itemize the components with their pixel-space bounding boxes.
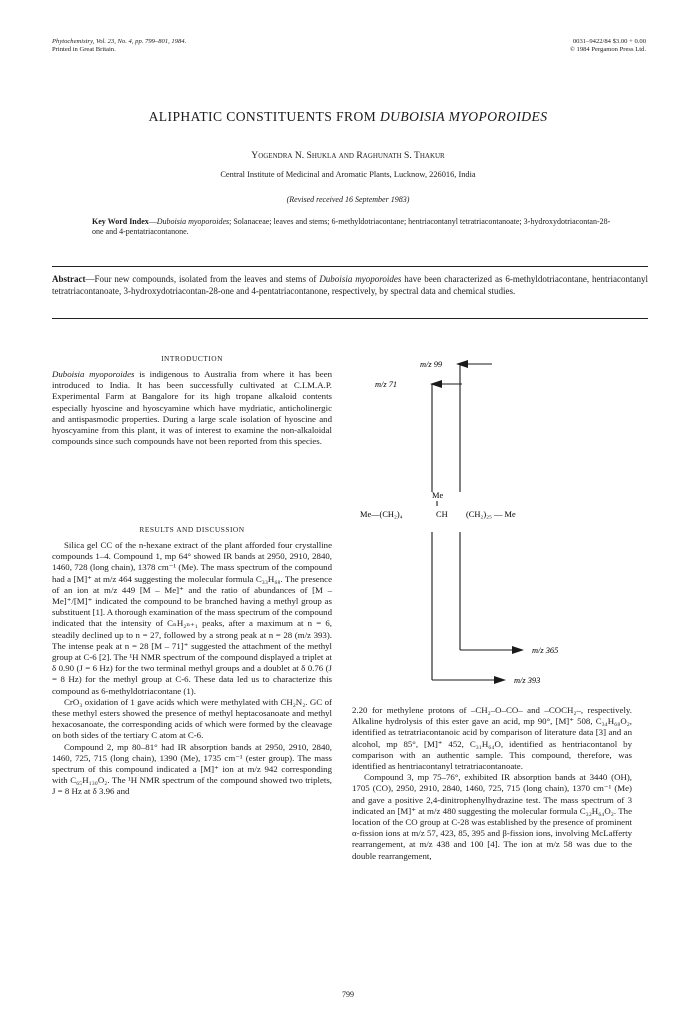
- keyword-index: Key Word Index—Duboisia myoporoides; Solanaceae; leaves and stems; 6-methyldotriacontane; hentriacontanyl tetratriacontanoate; 3-hydroxydotriacontan-28-one and 4-pentatriacontanone.: [92, 217, 611, 237]
- results-paragraph-2: CrO₃ oxidation of 1 gave acids which were methylated with CH₂N₂. GC of these methyl esters showed the presence of methyl heptacosanoate and methyl hexacosanoate, the corresponding acids of which were formed by the cleavage on both sides of the tertiary C atom at C-6.: [52, 696, 332, 741]
- right-paragraph-1: 2.20 for methylene protons of –CH₂–O–CO– and –COCH₂–, respectively. Alkaline hydrolysis of this ester gave an acid, mp 90°, [M]⁺ 508, C₃₄H₆₈O₂, identified as tetratriacontanoic acid by comparison of literature data [3] and an alcohol, mp 85°, [M]⁺ 452, C₃₁H₆₄O, identified as hentriacontanol by comparison with an authentic sample. This compound, therefore, was identified as hentriacontanyl tetratriacontanoate.: [352, 705, 632, 772]
- label-me-top: Me: [432, 491, 444, 500]
- introduction-species: Duboisia myoporoides: [52, 369, 135, 379]
- keyword-species: Duboisia myoporoides: [156, 217, 230, 226]
- right-paragraph-2: Compound 3, mp 75–76°, exhibited IR absorption bands at 3440 (OH), 1705 (CO), 2950, 2910, 2840, 1460, 725, 715 (long chain), 1370 cm⁻¹ (Me) and gave a positive 2,4-dinitrophenylhydrazine test. The mass spectrum of 3 indicated an [M]⁺ at m/z 480 suggesting the molecular formula C₃₂H₆₄O₂. The location of the CO group at C-28 was established by the presence of prominent α-fission ions at m/z 57, 423, 85, 395 and β-fission ions, involving McLafferty rearrangement, at m/z 438 and 100 [4]. The ion at m/z 58 was due to the double rearrangement,: [352, 772, 632, 861]
- article-code: 0031–9422/84 $3.00 + 0.00: [572, 38, 646, 45]
- introduction-text: [52, 369, 332, 447]
- revised-date: [0, 195, 696, 204]
- results-text: [52, 540, 332, 798]
- introduction-paragraph: [52, 369, 332, 447]
- abstract-label: Abstract: [52, 274, 86, 284]
- revised-text: (Revised received 16 September 1983): [286, 195, 410, 204]
- abstract-post: have been characterized as 6-methyldotriacontane, hentriacontanyl tetratriacontanoate, 3-hydroxydotriacontan-28-one and 4-pentatriacontanone, respectively, by spectral data and chemical studies.: [52, 274, 648, 296]
- journal-citation: Phytochemistry, Vol. 23, No. 4, pp. 799–801, 1984.: [52, 38, 187, 45]
- printed-in: Printed in Great Britain.: [52, 46, 116, 53]
- results-paragraph-3: Compound 2, mp 80–81° had IR absorption bands at 2950, 2910, 2840, 1460, 725, 715 (long chain), 1390 (Me), 1735 cm⁻¹ (ester group). The mass spectrum of this compound indicated a [M]⁺ ion at m/z 942 corresponding with C₆₅H₁₃₀O₂. The ¹H NMR spectrum of the compound showed two triplets, J = 8 Hz at δ 3.96 and: [52, 741, 332, 797]
- abstract-species: Duboisia myoporoides: [319, 274, 402, 284]
- abstract-pre: Four new compounds, isolated from the leaves and stems of: [94, 274, 320, 284]
- arrow-365-head: [512, 646, 524, 654]
- label-mz71: m/z 71: [375, 380, 398, 389]
- label-mz393: m/z 393: [514, 676, 541, 685]
- label-mz365: m/z 365: [532, 646, 559, 655]
- abstract: Abstract—Four new compounds, isolated from the leaves and stems of Duboisia myoporoides have been characterized as 6-methyldotriacontane, hentriacontanyl tetratriacontanoate, 3-hydroxydotriacontan-28-one and 4-pentatriacontanone, respectively, by spectral data and chemical studies.: [52, 274, 648, 296]
- label-center-ch: CH: [436, 510, 448, 519]
- right-column-text: [352, 705, 632, 862]
- abstract-rule-bottom: [52, 318, 648, 319]
- copyright: © 1984 Pergamon Press Ltd.: [569, 46, 646, 53]
- results-paragraph-1: Silica gel CC of the n-hexane extract of the plant afforded four crystalline compounds 1–4. Compound 1, mp 64° showed IR bands at 2950, 2910, 2840, 1460, 728 (long chain), 1378 cm⁻¹ (Me). The mass spectrum of the compound had a [M]⁺ at m/z 464 suggesting the molecular formula C₃₃H₆₈. The presence of an ion at m/z 449 [M – Me]⁺ and the ratio of abundances of [M – Me]⁺/[M]⁺ indicated the compound to be branched having a methyl group as substituent [1]. A thorough examination of the mass spectrum of the compound indicated that the intensity of CₙH₂ₙ₊₁ peaks, after a maximum at n = 6, steadily declined up to n = 27, followed by a strong peak at n = 28 (m/z 393). The intense peak at n = 28 [M – 71]⁺ suggested the attachment of the methyl group at C-6 [2]. The ¹H NMR spectrum of the compound displayed a triplet at δ 0.90 (J = 6 Hz) for the two terminal methyl groups and a doublet at δ 0.76 (J = 8 Hz) for the methyl group at C-6. These data led us to characterize this compound as 6-methyldotriacontane (1).: [52, 540, 333, 696]
- arrow-99-head: [456, 360, 468, 368]
- title-main: ALIPHATIC CONSTITUENTS FROM: [148, 109, 380, 124]
- label-mz99: m/z 99: [420, 360, 443, 369]
- running-header-right: [480, 38, 646, 54]
- results-heading: RESULTS AND DISCUSSION: [139, 525, 245, 534]
- article-title: [0, 109, 696, 125]
- abstract-rule-top: [52, 266, 648, 267]
- page-number: 799: [342, 990, 354, 999]
- label-left-group: Me—(CH₂)₄: [360, 510, 403, 519]
- title-species: DUBOISIA MYOPOROIDES: [379, 109, 548, 124]
- institution: Central Institute of Medicinal and Aromatic Plants, Lucknow, 226016, India: [220, 170, 476, 179]
- running-header-left: [52, 38, 186, 54]
- keyword-text: ; Solanaceae; leaves and stems; 6-methyldotriacontane; hentriacontanyl tetratriacontanoate; 3-hydroxydotriacontan-28-one and 4-pentatriacontanone.: [92, 217, 611, 237]
- arrow-393-head: [494, 676, 506, 684]
- authors: Yogendra N. Shukla and Raghunath S. Thakur: [251, 150, 445, 161]
- introduction-heading: INTRODUCTION: [161, 354, 223, 363]
- keyword-label: Key Word Index: [92, 217, 149, 226]
- introduction-body: is indigenous to Australia from where it has been introduced to India. It has been successfully cultivated at C.I.M.A.P. Experimental Farm at Bangalore for its high tropane alkaloid contents especially hyoscine and hyoscyamine which have mydriatic, anticholinergic and antispasmodic properties. During a large scale isolation of hyoscine and hyoscyamine from this plant, it was of interest to examine the non-alkaloidal compounds since such compounds have not been reported from this species.: [52, 369, 332, 447]
- label-right-group: (CH₂)₂₅ — Me: [466, 510, 516, 519]
- fragmentation-scheme: [352, 350, 648, 705]
